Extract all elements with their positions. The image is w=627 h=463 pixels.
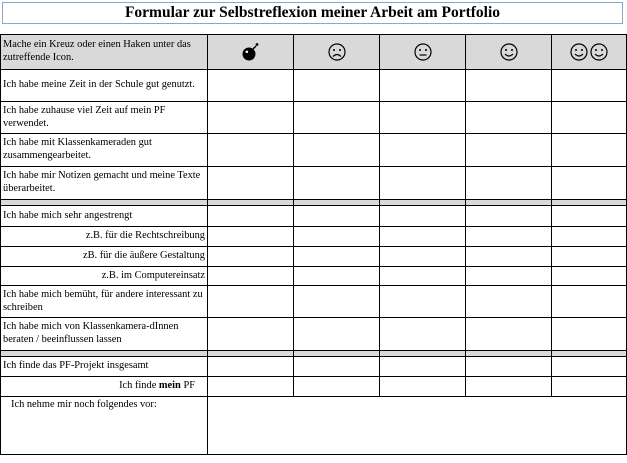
bomb-icon <box>241 42 261 62</box>
rating-cell[interactable] <box>208 70 294 102</box>
rating-cell[interactable] <box>552 377 627 397</box>
rating-cell[interactable] <box>294 247 380 267</box>
table-row <box>1 227 627 247</box>
rating-cell[interactable] <box>552 267 627 286</box>
rating-cell[interactable] <box>466 377 552 397</box>
smile-face-icon <box>499 42 519 62</box>
statement-emphasis: mein <box>158 380 181 392</box>
rating-cell[interactable] <box>552 102 627 134</box>
rating-header-neutral <box>380 35 466 70</box>
statement-cell: Ich habe mit Klassenkameraden gut zusammengearbeitet. <box>1 134 208 167</box>
rating-cell[interactable] <box>380 286 466 318</box>
rating-cell[interactable] <box>380 247 466 267</box>
rating-cell[interactable] <box>552 206 627 227</box>
rating-cell[interactable] <box>380 267 466 286</box>
rating-header-double-smile <box>552 35 627 70</box>
table-row <box>1 134 627 167</box>
statement-cell: Ich finde das PF-Projekt insgesamt <box>1 357 208 377</box>
table-row <box>1 247 627 267</box>
rating-cell[interactable] <box>466 102 552 134</box>
rating-cell[interactable] <box>294 70 380 102</box>
rating-cell[interactable] <box>380 357 466 377</box>
rating-cell[interactable] <box>380 102 466 134</box>
rating-cell[interactable] <box>552 318 627 351</box>
statement-cell: z.B. im Computereinsatz <box>1 267 208 286</box>
rating-cell[interactable] <box>208 134 294 167</box>
statement-cell: Ich habe mich sehr angestrengt <box>1 206 208 227</box>
table-row <box>1 397 627 455</box>
smile-face-icon <box>589 42 609 62</box>
statement-text: PF <box>180 380 195 392</box>
table-row <box>1 70 627 102</box>
statement-cell: Ich habe mir Notizen gemacht und meine Texte überarbeitet. <box>1 167 208 200</box>
rating-header-bomb <box>208 35 294 70</box>
rating-cell[interactable] <box>380 134 466 167</box>
table-row <box>1 267 627 286</box>
table-row <box>1 377 627 397</box>
table-row <box>1 318 627 351</box>
rating-cell[interactable] <box>552 247 627 267</box>
rating-cell[interactable] <box>380 227 466 247</box>
rating-cell[interactable] <box>552 357 627 377</box>
rating-cell[interactable] <box>294 377 380 397</box>
rating-cell[interactable] <box>466 227 552 247</box>
rating-cell[interactable] <box>294 167 380 200</box>
statement-cell: Ich habe meine Zeit in der Schule gut genutzt. <box>1 70 208 102</box>
statement-cell: Ich habe zuhause viel Zeit auf mein PF verwendet. <box>1 102 208 134</box>
rating-cell[interactable] <box>208 227 294 247</box>
rating-cell[interactable] <box>208 206 294 227</box>
table-row <box>1 102 627 134</box>
neutral-face-icon <box>413 42 433 62</box>
smile-face-icon <box>569 42 589 62</box>
statement-cell <box>1 377 208 397</box>
self-reflection-table <box>0 34 627 455</box>
rating-cell[interactable] <box>552 134 627 167</box>
rating-cell[interactable] <box>294 134 380 167</box>
rating-cell[interactable] <box>294 267 380 286</box>
statement-cell: Ich habe mich bemüht, für andere interessant zu schreiben <box>1 286 208 318</box>
rating-header-frown <box>294 35 380 70</box>
table-row <box>1 357 627 377</box>
rating-cell[interactable] <box>294 357 380 377</box>
rating-cell[interactable] <box>294 102 380 134</box>
rating-cell[interactable] <box>208 357 294 377</box>
rating-cell[interactable] <box>552 227 627 247</box>
rating-cell[interactable] <box>466 167 552 200</box>
table-row <box>1 206 627 227</box>
rating-cell[interactable] <box>466 286 552 318</box>
rating-cell[interactable] <box>208 102 294 134</box>
table-row <box>1 167 627 200</box>
rating-header-smile <box>466 35 552 70</box>
statement-cell: zB. für die äußere Gestaltung <box>1 247 208 267</box>
table-row <box>1 286 627 318</box>
rating-cell[interactable] <box>294 227 380 247</box>
statement-cell: z.B. für die Rechtschreibung <box>1 227 208 247</box>
rating-cell[interactable] <box>466 70 552 102</box>
rating-cell[interactable] <box>552 70 627 102</box>
instruction-cell: Mache ein Kreuz oder einen Haken unter das zutreffende Icon. <box>1 35 208 70</box>
rating-cell[interactable] <box>466 357 552 377</box>
rating-cell[interactable] <box>466 206 552 227</box>
rating-cell[interactable] <box>380 206 466 227</box>
rating-cell[interactable] <box>466 247 552 267</box>
rating-cell[interactable] <box>380 377 466 397</box>
form-title: Formular zur Selbstreflexion meiner Arbeit am Portfolio <box>2 2 623 24</box>
rating-cell[interactable] <box>208 167 294 200</box>
statement-cell: Ich habe mich von Klassenkamera-dInnen beraten / beeinflussen lassen <box>1 318 208 351</box>
header-row <box>1 35 627 70</box>
rating-cell[interactable] <box>208 267 294 286</box>
rating-cell[interactable] <box>380 167 466 200</box>
rating-cell[interactable] <box>466 134 552 167</box>
rating-cell[interactable] <box>208 377 294 397</box>
rating-cell[interactable] <box>466 318 552 351</box>
rating-cell[interactable] <box>552 167 627 200</box>
rating-cell[interactable] <box>294 286 380 318</box>
intentions-label: Ich nehme mir noch folgendes vor: <box>1 397 208 455</box>
rating-cell[interactable] <box>208 286 294 318</box>
double-smile-icon <box>569 46 609 57</box>
rating-cell[interactable] <box>380 318 466 351</box>
rating-cell[interactable] <box>294 318 380 351</box>
frown-face-icon <box>327 42 347 62</box>
rating-cell[interactable] <box>208 247 294 267</box>
rating-cell[interactable] <box>466 267 552 286</box>
rating-cell[interactable] <box>380 70 466 102</box>
statement-text: Ich finde <box>119 380 159 392</box>
intentions-field[interactable] <box>208 397 627 455</box>
rating-cell[interactable] <box>552 286 627 318</box>
rating-cell[interactable] <box>294 206 380 227</box>
rating-cell[interactable] <box>208 318 294 351</box>
